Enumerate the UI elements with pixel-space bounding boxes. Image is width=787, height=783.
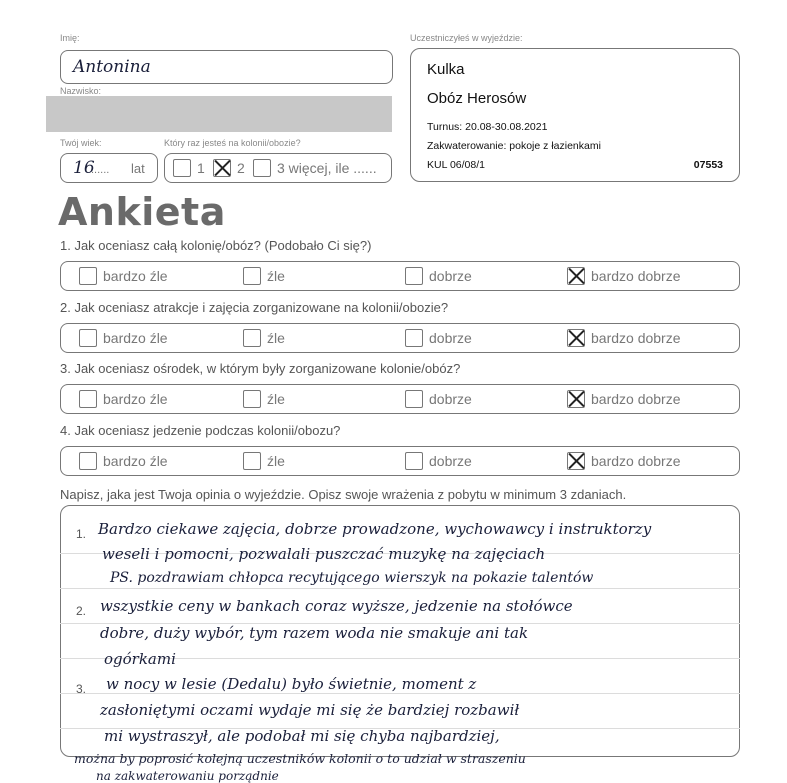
name-value: Antonina	[73, 57, 151, 77]
answer-line: zasłoniętymi oczami wydaje mi się że bardziej rozbawił	[100, 701, 520, 719]
question-3-options	[60, 384, 740, 414]
question-1: 1. Jak oceniasz całą kolonię/obóz? (Podobało Ci się?)	[60, 238, 372, 253]
opinion-prompt: Napisz, jaka jest Twoja opinia o wyjeździe. Opisz swoje wrażenia z pobytu w minimum 3 zdaniach.	[60, 487, 627, 502]
q3-bardzo-zle-checkbox[interactable]	[79, 390, 97, 408]
age-value: 16	[73, 158, 95, 178]
question-2: 2. Jak oceniasz atrakcje i zajęcia zorganizowane na kolonii/obozie?	[60, 300, 449, 315]
answer-line: PS. pozdrawiam chłopca recytującego wierszyk na pokazie talentów	[110, 570, 594, 586]
q2-bardzo-dobrze-checkbox[interactable]	[567, 329, 585, 347]
q3-bardzo-dobrze-checkbox[interactable]	[567, 390, 585, 408]
q4-opt-label: bardzo dobrze	[591, 453, 681, 469]
q1-zle-checkbox[interactable]	[243, 267, 261, 285]
q1-bardzo-dobrze-checkbox[interactable]	[567, 267, 585, 285]
q4-opt-label: bardzo źle	[103, 453, 168, 469]
answer-number-1: 1.	[76, 527, 87, 541]
q4-bardzo-dobrze-checkbox[interactable]	[567, 452, 585, 470]
age-field[interactable]: 16 ...... lat	[60, 153, 158, 183]
age-unit: lat	[131, 161, 145, 176]
q1-dobrze-checkbox[interactable]	[405, 267, 423, 285]
ruled-line	[60, 588, 740, 589]
times-2-label: 2	[237, 160, 245, 176]
answer-line: weseli i pomocni, pozwalali puszczać muzykę na zajęciach	[102, 545, 546, 563]
answer-line: w nocy w lesie (Dedalu) było świetnie, moment z	[106, 675, 477, 693]
question-2-options	[60, 323, 740, 353]
camp-code: KUL 06/08/1	[427, 159, 485, 171]
q1-bardzo-zle-checkbox[interactable]	[79, 267, 97, 285]
times-1-checkbox[interactable]	[173, 159, 191, 177]
camp-info-card	[410, 48, 740, 182]
answer-line: Bardzo ciekawe zajęcia, dobrze prowadzone, wychowawcy i instruktorzy	[98, 520, 652, 538]
q2-zle-checkbox[interactable]	[243, 329, 261, 347]
accommodation-info: Zakwaterowanie: pokoje z łazienkami	[427, 140, 601, 152]
q1-opt-label: dobrze	[429, 268, 472, 284]
answer-line: można by poprosić kolejną uczestników kolonii o to udział w straszeniu	[74, 751, 526, 766]
q3-opt-label: bardzo dobrze	[591, 391, 681, 407]
answer-line: wszystkie ceny w bankach coraz wyższe, jedzenie na stołówce	[100, 597, 573, 615]
q3-zle-checkbox[interactable]	[243, 390, 261, 408]
q2-opt-label: bardzo źle	[103, 330, 168, 346]
q3-dobrze-checkbox[interactable]	[405, 390, 423, 408]
q2-opt-label: źle	[267, 330, 285, 346]
question-4: 4. Jak oceniasz jedzenie podczas kolonii/obozu?	[60, 423, 341, 438]
question-1-options	[60, 261, 740, 291]
question-4-options	[60, 446, 740, 476]
answer-number-2: 2.	[76, 604, 87, 618]
name-field[interactable]	[60, 50, 393, 84]
turn-info: Turnus: 20.08-30.08.2021	[427, 121, 548, 133]
q1-opt-label: bardzo źle	[103, 268, 168, 284]
answer-number-3: 3.	[76, 682, 87, 696]
form-number: 07553	[693, 159, 723, 171]
times-label: Który raz jesteś na kolonii/obozie?	[164, 138, 301, 148]
q3-opt-label: dobrze	[429, 391, 472, 407]
question-3: 3. Jak oceniasz ośrodek, w którym były zorganizowane kolonie/obóz?	[60, 361, 461, 376]
q3-opt-label: źle	[267, 391, 285, 407]
age-label: Twój wiek:	[60, 138, 102, 148]
q4-dobrze-checkbox[interactable]	[405, 452, 423, 470]
q4-bardzo-zle-checkbox[interactable]	[79, 452, 97, 470]
q1-opt-label: źle	[267, 268, 285, 284]
q4-zle-checkbox[interactable]	[243, 452, 261, 470]
times-1-label: 1	[197, 160, 205, 176]
surname-redaction	[46, 96, 392, 132]
survey-title: Ankieta	[58, 190, 226, 234]
times-3-label: 3 więcej, ile ......	[277, 160, 377, 176]
answer-line: na zakwaterowaniu porządnie	[96, 769, 279, 783]
answer-line: dobre, duży wybór, tym razem woda nie smakuje ani tak	[100, 624, 529, 642]
q2-bardzo-zle-checkbox[interactable]	[79, 329, 97, 347]
surname-label: Nazwisko:	[60, 86, 102, 96]
q4-opt-label: dobrze	[429, 453, 472, 469]
camp-name: Obóz Herosów	[427, 90, 527, 107]
q2-dobrze-checkbox[interactable]	[405, 329, 423, 347]
ruled-line	[60, 693, 740, 694]
times-2-checkbox[interactable]	[213, 159, 231, 177]
q2-opt-label: bardzo dobrze	[591, 330, 681, 346]
participant-name: Kulka	[427, 61, 465, 78]
answer-line: mi wystraszył, ale podobał mi się chyba najbardziej,	[104, 727, 500, 745]
q3-opt-label: bardzo źle	[103, 391, 168, 407]
q2-opt-label: dobrze	[429, 330, 472, 346]
answer-line: ogórkami	[104, 650, 176, 668]
times-field[interactable]	[164, 153, 392, 183]
times-3-checkbox[interactable]	[253, 159, 271, 177]
q4-opt-label: źle	[267, 453, 285, 469]
participant-label: Uczestniczyłeś w wyjeździe:	[410, 33, 523, 43]
q1-opt-label: bardzo dobrze	[591, 268, 681, 284]
name-label: Imię:	[60, 33, 80, 43]
